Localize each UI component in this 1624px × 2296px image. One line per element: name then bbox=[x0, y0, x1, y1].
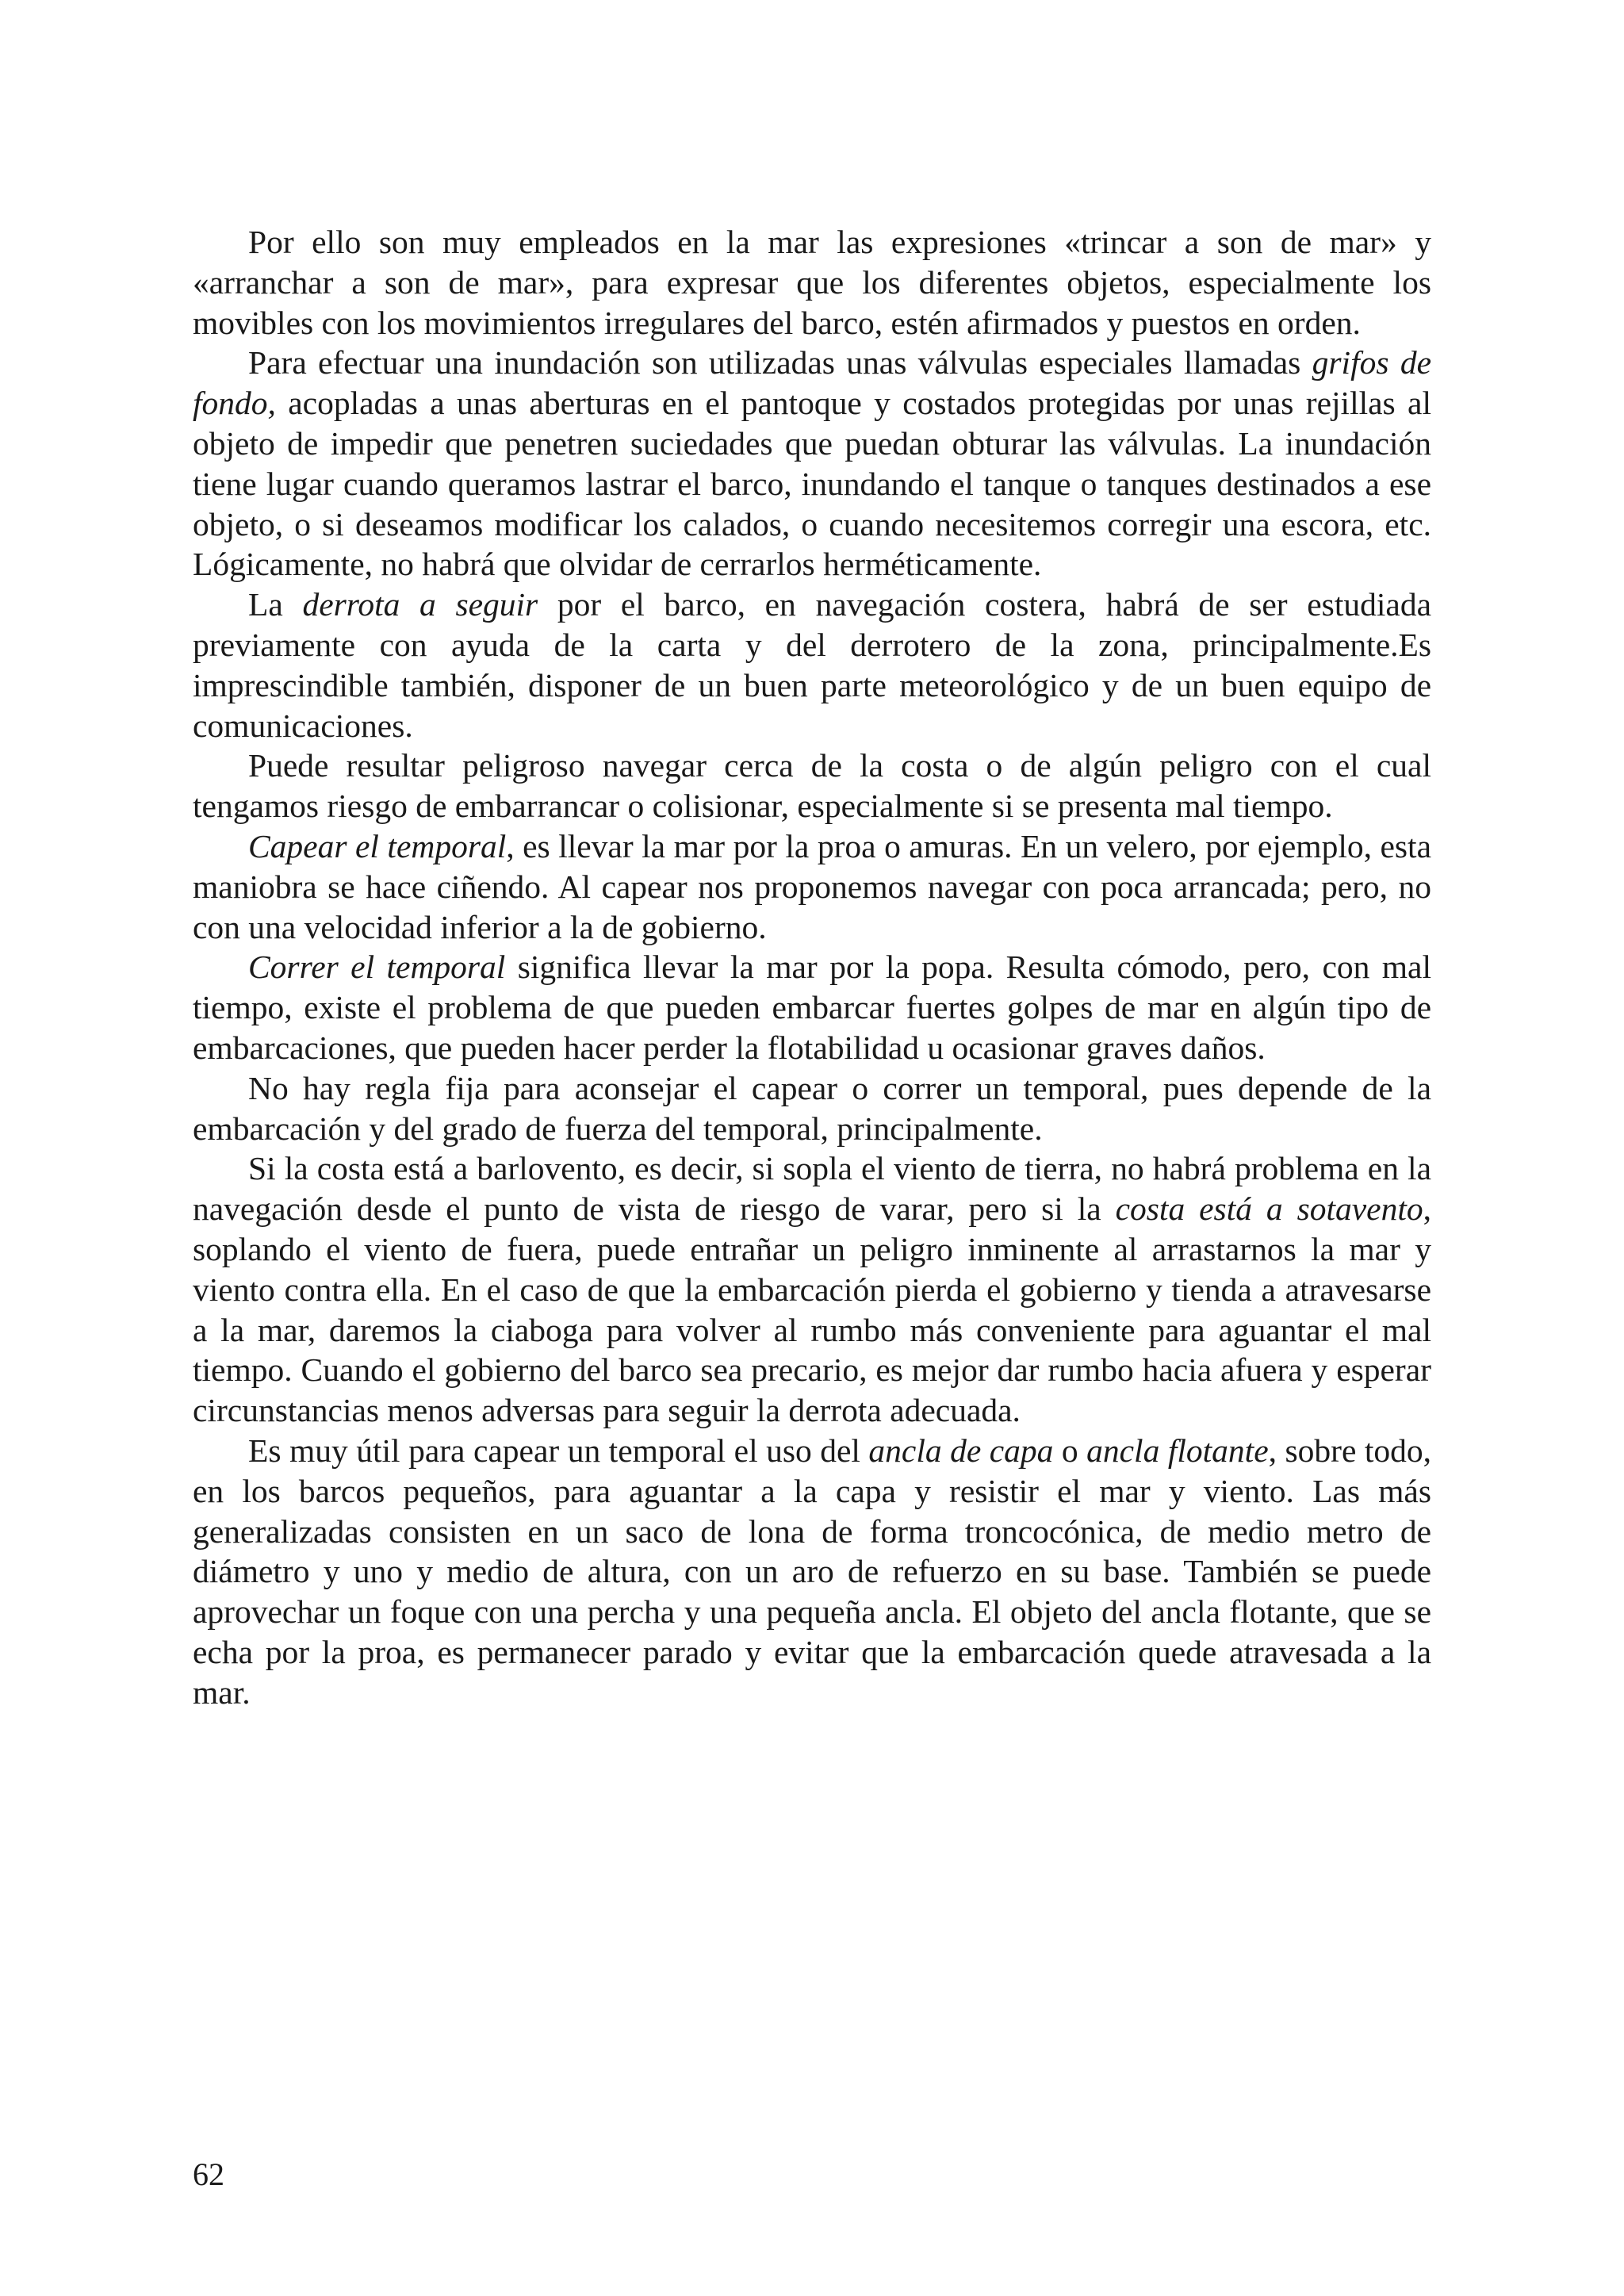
paragraph bbox=[193, 746, 1431, 826]
text-run: Si la costa está a barlovento, es decir, si sopla el viento de tierra, no habrá problema en la navegación desde el punto de vista de riesgo de varar, pero si la bbox=[193, 1150, 1431, 1228]
paragraph bbox=[193, 585, 1431, 746]
paragraph bbox=[193, 1148, 1431, 1431]
text-run: por el barco, en navegación costera, habrá de ser estudiada previamente con ayuda de la carta y del derrotero de la zona, principalmente.Es imprescindible también, disponer de un buen parte meteorológico y de un buen equipo de comunicaciones. bbox=[193, 586, 1431, 744]
paragraph bbox=[193, 222, 1431, 343]
text-run: Por ello son muy empleados en la mar las expresiones «trincar a son de mar» y «arranchar a son de mar», para expresar que los diferentes objetos, especialmente los movibles con los movimientos irregulares del barco, estén afirmados y puestos en orden. bbox=[193, 224, 1431, 341]
text-run: significa llevar la mar por la popa. Resulta cómodo, pero, con mal tiempo, existe el problema de que pueden embarcar fuertes golpes de mar en algún tipo de embarcaciones, que pueden hacer perder la flotabilidad u ocasionar graves daños. bbox=[193, 949, 1431, 1066]
italic-term: Capear el temporal bbox=[248, 827, 507, 864]
text-run: o bbox=[1053, 1432, 1087, 1469]
italic-term: costa está a sotavento bbox=[1115, 1190, 1423, 1228]
text-run: La bbox=[248, 586, 303, 623]
text-run: acopladas a unas aberturas en el pantoque y costados protegidas por unas rejillas al objeto de impedir que penetren suciedades que puedan obturar las válvulas. La inundación tiene lugar cuando queramos lastrar el barco, inundando el tanque o tanques destinados a ese objeto, o si deseamos modificar los calados, o cuando necesitemos corregir una escora, etc. Lógicamente, no habrá que olvidar de cerrarlos herméticamente. bbox=[193, 385, 1431, 583]
page-number: 62 bbox=[193, 2156, 224, 2192]
text-run: , es llevar la mar por la proa o amuras. En un velero, por ejemplo, esta maniobra se hace ciñendo. Al capear nos proponemos navegar con poca arrancada; pero, no con una velocidad inferior a la de gobierno. bbox=[193, 827, 1431, 945]
italic-term: ancla de capa bbox=[868, 1432, 1054, 1469]
italic-term: ancla flotante bbox=[1086, 1432, 1269, 1469]
paragraph bbox=[193, 1068, 1431, 1149]
paragraph bbox=[193, 343, 1431, 585]
paragraph bbox=[193, 947, 1431, 1068]
text-run: Para efectuar una inundación son utilizadas unas válvulas especiales llamadas bbox=[248, 344, 1312, 381]
text-run: , soplando el viento de fuera, puede entrañar un peligro inminente al arrastarnos la mar y viento contra ella. En el caso de que la embarcación pierda el gobierno y tienda a atravesarse a la mar, daremos la ciaboga para volver al rumbo más conveniente para aguantar el mal tiempo. Cuando el gobierno del barco sea precario, es mejor dar rumbo hacia afuera y esperar circunstancias menos adversas para seguir la derrota adecuada. bbox=[193, 1190, 1431, 1429]
text-run: Puede resultar peligroso navegar cerca de la costa o de algún peligro con el cual tengamos riesgo de embarrancar o colisionar, especialmente si se presenta mal tiempo. bbox=[193, 747, 1431, 825]
text-run: , sobre todo, en los barcos pequeños, para aguantar a la capa y resistir el mar y viento. Las más generalizadas consisten en un saco de lona de forma troncocónica, de medio metro de diámetro y uno y medio de altura, con un aro de refuerzo en su base. También se puede aprovechar un foque con una percha y una pequeña ancla. El objeto del ancla flotante, que se echa por la proa, es permanecer parado y evitar que la embarcación quede atravesada a la mar. bbox=[193, 1432, 1432, 1711]
italic-term: grifos de fondo, bbox=[193, 344, 1431, 422]
italic-term: Correr el temporal bbox=[248, 949, 506, 986]
paragraph bbox=[193, 1431, 1431, 1713]
text-run: No hay regla fija para aconsejar el capear o correr un temporal, pues depende de la embarcación y del grado de fuerza del temporal, principalmente. bbox=[193, 1069, 1431, 1147]
text-run: Es muy útil para capear un temporal el uso del bbox=[248, 1432, 869, 1469]
paragraph bbox=[193, 826, 1431, 947]
page-body bbox=[193, 222, 1431, 1712]
italic-term: derrota a seguir bbox=[302, 586, 538, 623]
